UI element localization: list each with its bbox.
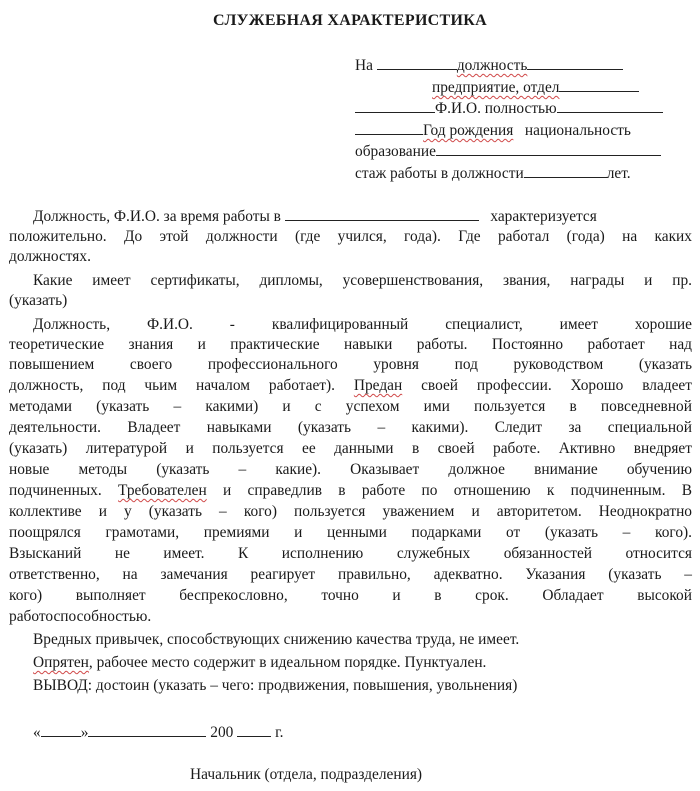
body-line-22-end: , рабочее место содержит в идеальном порядке. Пунктуален.	[88, 654, 487, 671]
body-line-14-end: и справедлив в работе по отношению к подчиненным. В	[206, 482, 692, 499]
body-line-7: теоретические знания и практические навыки работы. Постоянно работает над	[9, 336, 692, 353]
header-line-birth	[355, 120, 631, 141]
body-line-1-end: характеризуется	[490, 208, 597, 225]
signature-line: Начальник (отдела, подразделения)	[190, 766, 423, 783]
body-line-11: деятельности. Владеет навыками (указать – какими). Следит за специальной	[9, 419, 692, 436]
body-line-14	[9, 481, 692, 501]
header-line-experience	[355, 163, 631, 184]
body-line-16: поощрялся грамотами, премиями и ценными подарками от (указать – кого).	[9, 524, 692, 541]
header-company-label: предприятие, отдел	[432, 79, 560, 96]
body-line-1-start: Должность, Ф.И.О. за время работы в	[33, 208, 281, 225]
header-line-company	[432, 77, 639, 98]
body-line-9	[9, 376, 692, 396]
body-line-12: (указать) литературой и пользуется ее данными в своей работе. Активно внедряет	[9, 440, 692, 457]
body-line-22	[33, 653, 486, 673]
header-experience-label: стаж работы в должности	[355, 165, 524, 182]
body-line-8: повышением своего профессионального уровня под руководством (указать	[9, 356, 692, 373]
body-line-14-start: подчиненных.	[9, 482, 102, 499]
header-na-label: На	[355, 57, 373, 74]
body-line-15: коллективе и у (указать – кого) пользуется уважением и авторитетом. Неоднократно	[9, 503, 692, 520]
header-years-label: лет.	[606, 165, 631, 182]
date-quote-close: »	[80, 724, 89, 741]
body-line-9-mid: Предан	[353, 377, 403, 394]
body-line-18: ответственно, на замечания реагирует правильно, адекватно. Указания (указать –	[9, 566, 692, 583]
date-line	[33, 722, 284, 743]
body-line-13: новые методы (указать – какие). Оказывает должное внимание обучению	[9, 461, 692, 478]
date-year: 200	[210, 724, 234, 741]
header-line-position	[355, 55, 623, 76]
date-quote-open: «	[33, 724, 41, 741]
body-line-3: должностях.	[9, 248, 91, 265]
header-position-label: должность	[456, 57, 528, 74]
body-line-14-mid: Требователен	[118, 482, 207, 499]
header-education-label: образование	[355, 143, 436, 160]
header-nationality-label: национальность	[524, 122, 631, 139]
body-line-10: методами (указать – какими) и с успехом ими пользуется в повседневной	[9, 398, 692, 415]
header-line-education	[355, 141, 661, 162]
body-line-6: Должность, Ф.И.О. - квалифицированный специалист, имеет хорошие	[33, 316, 692, 333]
body-line-17: Взысканий не имеет. К исполнению служебных обязанностей относится	[9, 545, 692, 562]
body-line-9-start: должность, под чьим началом работает).	[9, 377, 335, 394]
body-line-2: положительно. До этой должности (где учился, года). Где работал (года) на каких	[9, 228, 692, 245]
document-title: СЛУЖЕБНАЯ ХАРАКТЕРИСТИКА	[212, 12, 488, 29]
body-line-20: работоспособностью.	[9, 608, 152, 625]
header-birth-label: Год рождения	[423, 122, 514, 139]
body-line-5: (указать)	[9, 292, 68, 309]
body-line-4: Какие имеет сертификаты, дипломы, усовершенствования, звания, награды и пр.	[33, 272, 692, 289]
body-line-22-start: Опрятен	[33, 654, 89, 671]
body-line-1	[33, 206, 597, 227]
header-name-label: Ф.И.О. полностью	[435, 100, 557, 117]
body-line-9-end: своей профессии. Хорошо владеет	[402, 377, 692, 394]
date-year-suffix: г.	[275, 724, 284, 741]
header-line-name	[355, 98, 663, 119]
body-line-21: Вредных привычек, способствующих снижению качества труда, не имеет.	[33, 631, 520, 648]
body-line-19: кого) выполняет беспрекословно, точно и в срок. Обладает высокой	[9, 587, 692, 604]
body-line-conclusion: ВЫВОД: достоин (указать – чего: продвижения, повышения, увольнения)	[33, 677, 518, 694]
